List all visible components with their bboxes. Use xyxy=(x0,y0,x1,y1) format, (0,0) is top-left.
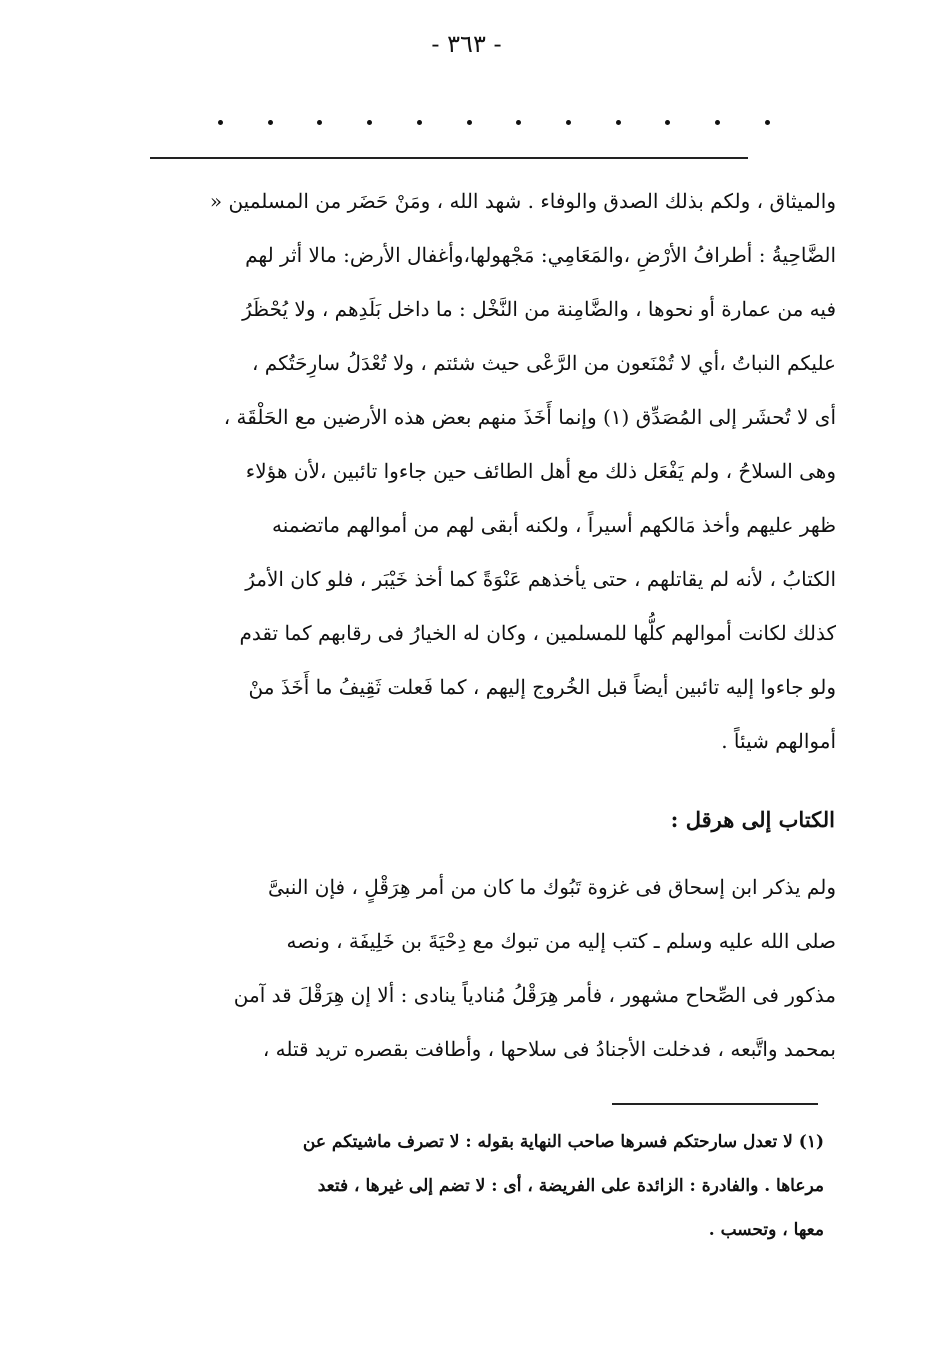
dot xyxy=(715,120,720,125)
dot xyxy=(566,120,571,125)
dot xyxy=(665,120,670,125)
text-line: فيه من عمارة أو نحوها ، والضَّامِنة من النَّخْل : ما داخل بَلَدِهم ، ولا يُحْظَرُ xyxy=(242,297,836,321)
text-line: صلى الله عليه وسلم ـ كتب إليه من تبوك مع دِحْيَةَ بن خَلِيفَة ، ونصه xyxy=(286,929,836,953)
section-heading: الكتاب إلى هرقل : xyxy=(670,807,835,832)
text-line: أموالهم شيئاً . xyxy=(721,729,836,753)
footnote-line: مرعاها . والفادرة : الزائدة على الفريضة ، أى : لا تضم إلى غيرها ، فتعد xyxy=(317,1176,824,1196)
dot xyxy=(467,120,472,125)
dot xyxy=(417,120,422,125)
dot xyxy=(616,120,621,125)
text-line: وهى السلاحُ ، ولم يَفْعَل ذلك مع أهل الطائف حين جاءوا تائبين ،لأن هؤلاء xyxy=(245,459,836,483)
text-line: عليكم النباتُ ،أي لا تُمْنَعون من الرَّعْى حيث شئتم ، ولا تُعْدَلُ سارِحَتُكم ، xyxy=(251,351,836,375)
text-line: ظهر عليهم وأخذ مَالكهم أسيراً ، ولكنه أبقى لهم من أموالهم ماتضمنه xyxy=(271,513,836,537)
page-number: - ٣٦٣ - xyxy=(431,30,502,58)
text-line: ولو جاءوا إليه تائبين أيضاً قبل الخُروج إليهم ، كما فَعلت ثَقِيفُ ما أَخَذَ منْ xyxy=(248,675,836,699)
text-line: كذلك لكانت أموالهم كلُّها للمسلمين ، وكان له الخيارُ فى رقابهم كما تقدم xyxy=(239,621,836,645)
footnote-line: معها ، وتحسب . xyxy=(708,1220,824,1240)
dot xyxy=(367,120,372,125)
top-divider xyxy=(150,157,748,159)
dot xyxy=(218,120,223,125)
paragraph-main xyxy=(148,174,836,768)
text-line: مذكور فى الصِّحاح مشهور ، فأمر هِرَقْلُ مُنادياً ينادى : ألا إن هِرَقْلَ قد آمن xyxy=(233,983,836,1007)
footnote-divider xyxy=(612,1103,818,1105)
text-line: والميثاق ، ولكم بذلك الصدق والوفاء . شهد الله ، ومَنْ حَضَر من المسلمين « xyxy=(209,189,836,213)
footnote xyxy=(148,1120,824,1252)
dot xyxy=(268,120,273,125)
dot xyxy=(765,120,770,125)
text-line: بمحمد واتَّبعه ، فدخلت الأجنادُ فى سلاحها ، وأطافت بقصره تريد قتله ، xyxy=(262,1037,836,1061)
text-line: الضَّاحِيةُ : أطرافُ الأرْضِ ،والمَعَامِي: مَجْهولها،وأغفال الأرض: مالا أثر لهم xyxy=(245,243,836,267)
footnote-line: (١) لا تعدل سارحتكم فسرها صاحب النهاية بقوله : لا تصرف ماشيتكم عن xyxy=(302,1132,824,1152)
dot xyxy=(317,120,322,125)
text-line: أى لا تُحشَر إلى المُصَدِّق (١) وإنما أَخَذَ منهم بعض هذه الأرضين مع الحَلْقَة ، xyxy=(223,405,836,429)
text-line: ولم يذكر ابن إسحاق فى غزوة تَبُوك ما كان من أمر هِرَقْلٍ ، فإن النبىَّ xyxy=(268,875,836,899)
paragraph-heraclius xyxy=(148,860,836,1076)
text-line: الكتابُ ، لأنه لم يقاتلهم ، حتى يأخذهم عَنْوَةً كما أخذ خَيْبَر ، فلو كان الأمرُ xyxy=(245,567,836,591)
dot xyxy=(516,120,521,125)
ornamental-dot-row xyxy=(218,112,770,132)
